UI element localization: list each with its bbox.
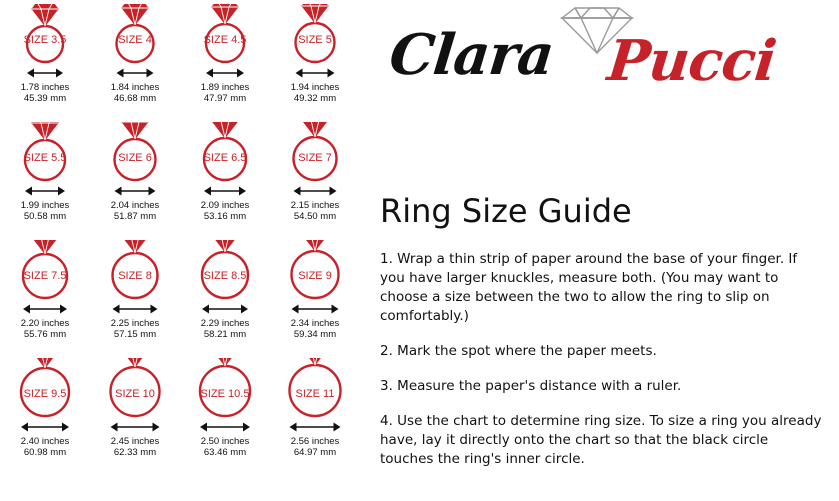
instruction-step: 3. Measure the paper's distance with a ruler. (380, 378, 682, 394)
ring-size-label: SIZE 5 (298, 34, 332, 46)
diameter-arrow-icon (92, 420, 178, 434)
ring-size-label: SIZE 8 (118, 270, 152, 282)
ring-size-label: SIZE 7.5 (23, 270, 67, 282)
ring-size-cell[interactable] (180, 4, 270, 122)
diameter-arrow-icon (272, 420, 358, 434)
ring-illustration (92, 122, 178, 184)
ring-measurement: 2.56 inches 64.97 mm (290, 436, 340, 458)
instruction-step: 1. Wrap a thin strip of paper around the base of your finger. If you have larger knuckles, measure both. (You may want to choose a size between the two to allow the ring to slip on comfortably.) (380, 251, 798, 324)
ring-size-cell[interactable] (0, 122, 90, 240)
ring-illustration (92, 4, 178, 66)
ring-size-cell[interactable] (180, 240, 270, 358)
ring-measurement: 1.89 inches 47.97 mm (200, 82, 250, 104)
ring-illustration (272, 122, 358, 184)
diameter-arrow-icon (2, 302, 88, 316)
ring-illustration (2, 4, 88, 66)
ring-size-cell[interactable] (180, 358, 270, 476)
ring-illustration (272, 240, 358, 302)
diameter-arrow-icon (2, 184, 88, 198)
ring-size-cell[interactable] (270, 4, 360, 122)
ring-size-cell[interactable] (180, 122, 270, 240)
ring-size-label: SIZE 5.5 (23, 152, 67, 164)
ring-illustration (2, 122, 88, 184)
guide-panel (370, 0, 839, 501)
brand-name-second: Pucci (604, 28, 779, 94)
ring-size-cell[interactable] (270, 240, 360, 358)
ring-size-cell[interactable] (270, 358, 360, 476)
ring-measurement: 2.15 inches 54.50 mm (290, 200, 340, 222)
ring-size-cell[interactable] (0, 358, 90, 476)
diameter-arrow-icon (182, 184, 268, 198)
ring-illustration (182, 122, 268, 184)
page-title: Ring Size Guide (380, 192, 632, 230)
instruction-step: 2. Mark the spot where the paper meets. (380, 343, 657, 359)
ring-measurement: 1.94 inches 49.32 mm (290, 82, 340, 104)
ring-size-label: SIZE 11 (295, 388, 335, 400)
ring-size-chart (0, 0, 360, 501)
ring-size-label: SIZE 10.5 (200, 388, 250, 400)
chart-row (0, 240, 360, 358)
ring-size-label: SIZE 7 (298, 152, 332, 164)
diameter-arrow-icon (272, 184, 358, 198)
ring-measurement: 2.20 inches 55.76 mm (20, 318, 70, 340)
ring-measurement: 2.29 inches 58.21 mm (200, 318, 250, 340)
ring-measurement: 1.84 inches 46.68 mm (110, 82, 160, 104)
ring-measurement: 2.04 inches 51.87 mm (110, 200, 160, 222)
ring-measurement: 2.34 inches 59.34 mm (290, 318, 340, 340)
diameter-arrow-icon (182, 420, 268, 434)
brand-logo (380, 4, 830, 100)
diameter-arrow-icon (182, 66, 268, 80)
ring-illustration (272, 4, 358, 66)
diameter-arrow-icon (92, 302, 178, 316)
ring-illustration (2, 358, 88, 420)
diameter-arrow-icon (272, 302, 358, 316)
diameter-arrow-icon (2, 66, 88, 80)
ring-size-label: SIZE 4 (118, 34, 152, 46)
ring-size-label: SIZE 8.5 (203, 270, 247, 282)
ring-illustration (182, 240, 268, 302)
diameter-arrow-icon (272, 66, 358, 80)
ring-illustration (182, 4, 268, 66)
ring-size-cell[interactable] (90, 122, 180, 240)
chart-row (0, 4, 360, 122)
ring-size-cell[interactable] (0, 240, 90, 358)
ring-size-cell[interactable] (90, 358, 180, 476)
brand-name-first: Clara (386, 22, 557, 88)
ring-size-label: SIZE 6.5 (203, 152, 247, 164)
ring-measurement: 2.50 inches 63.46 mm (200, 436, 250, 458)
ring-illustration (182, 358, 268, 420)
instruction-step: 4. Use the chart to determine ring size. To size a ring you already have, lay it directly onto the chart so that the black circle touches the ring's inner circle. (380, 413, 822, 467)
diameter-arrow-icon (92, 66, 178, 80)
ring-size-cell[interactable] (90, 4, 180, 122)
ring-size-label: SIZE 6 (118, 152, 152, 164)
ring-size-label: SIZE 3.5 (23, 34, 67, 46)
ring-illustration (2, 240, 88, 302)
instruction-list (380, 250, 825, 485)
ring-size-label: SIZE 9 (298, 270, 332, 282)
diameter-arrow-icon (2, 420, 88, 434)
ring-size-label: SIZE 10 (115, 388, 155, 400)
ring-illustration (92, 358, 178, 420)
ring-illustration (92, 240, 178, 302)
ring-measurement: 2.40 inches 60.98 mm (20, 436, 70, 458)
ring-size-cell[interactable] (90, 240, 180, 358)
diameter-arrow-icon (182, 302, 268, 316)
chart-row (0, 122, 360, 240)
ring-size-cell[interactable] (270, 122, 360, 240)
ring-measurement: 2.09 inches 53.16 mm (200, 200, 250, 222)
ring-size-label: SIZE 4.5 (203, 34, 247, 46)
ring-measurement: 1.78 inches 45.39 mm (20, 82, 70, 104)
chart-row (0, 358, 360, 476)
ring-illustration (272, 358, 358, 420)
ring-size-label: SIZE 9.5 (23, 388, 67, 400)
ring-size-cell[interactable] (0, 4, 90, 122)
ring-measurement: 2.45 inches 62.33 mm (110, 436, 160, 458)
ring-measurement: 1.99 inches 50.58 mm (20, 200, 70, 222)
diameter-arrow-icon (92, 184, 178, 198)
ring-measurement: 2.25 inches 57.15 mm (110, 318, 160, 340)
